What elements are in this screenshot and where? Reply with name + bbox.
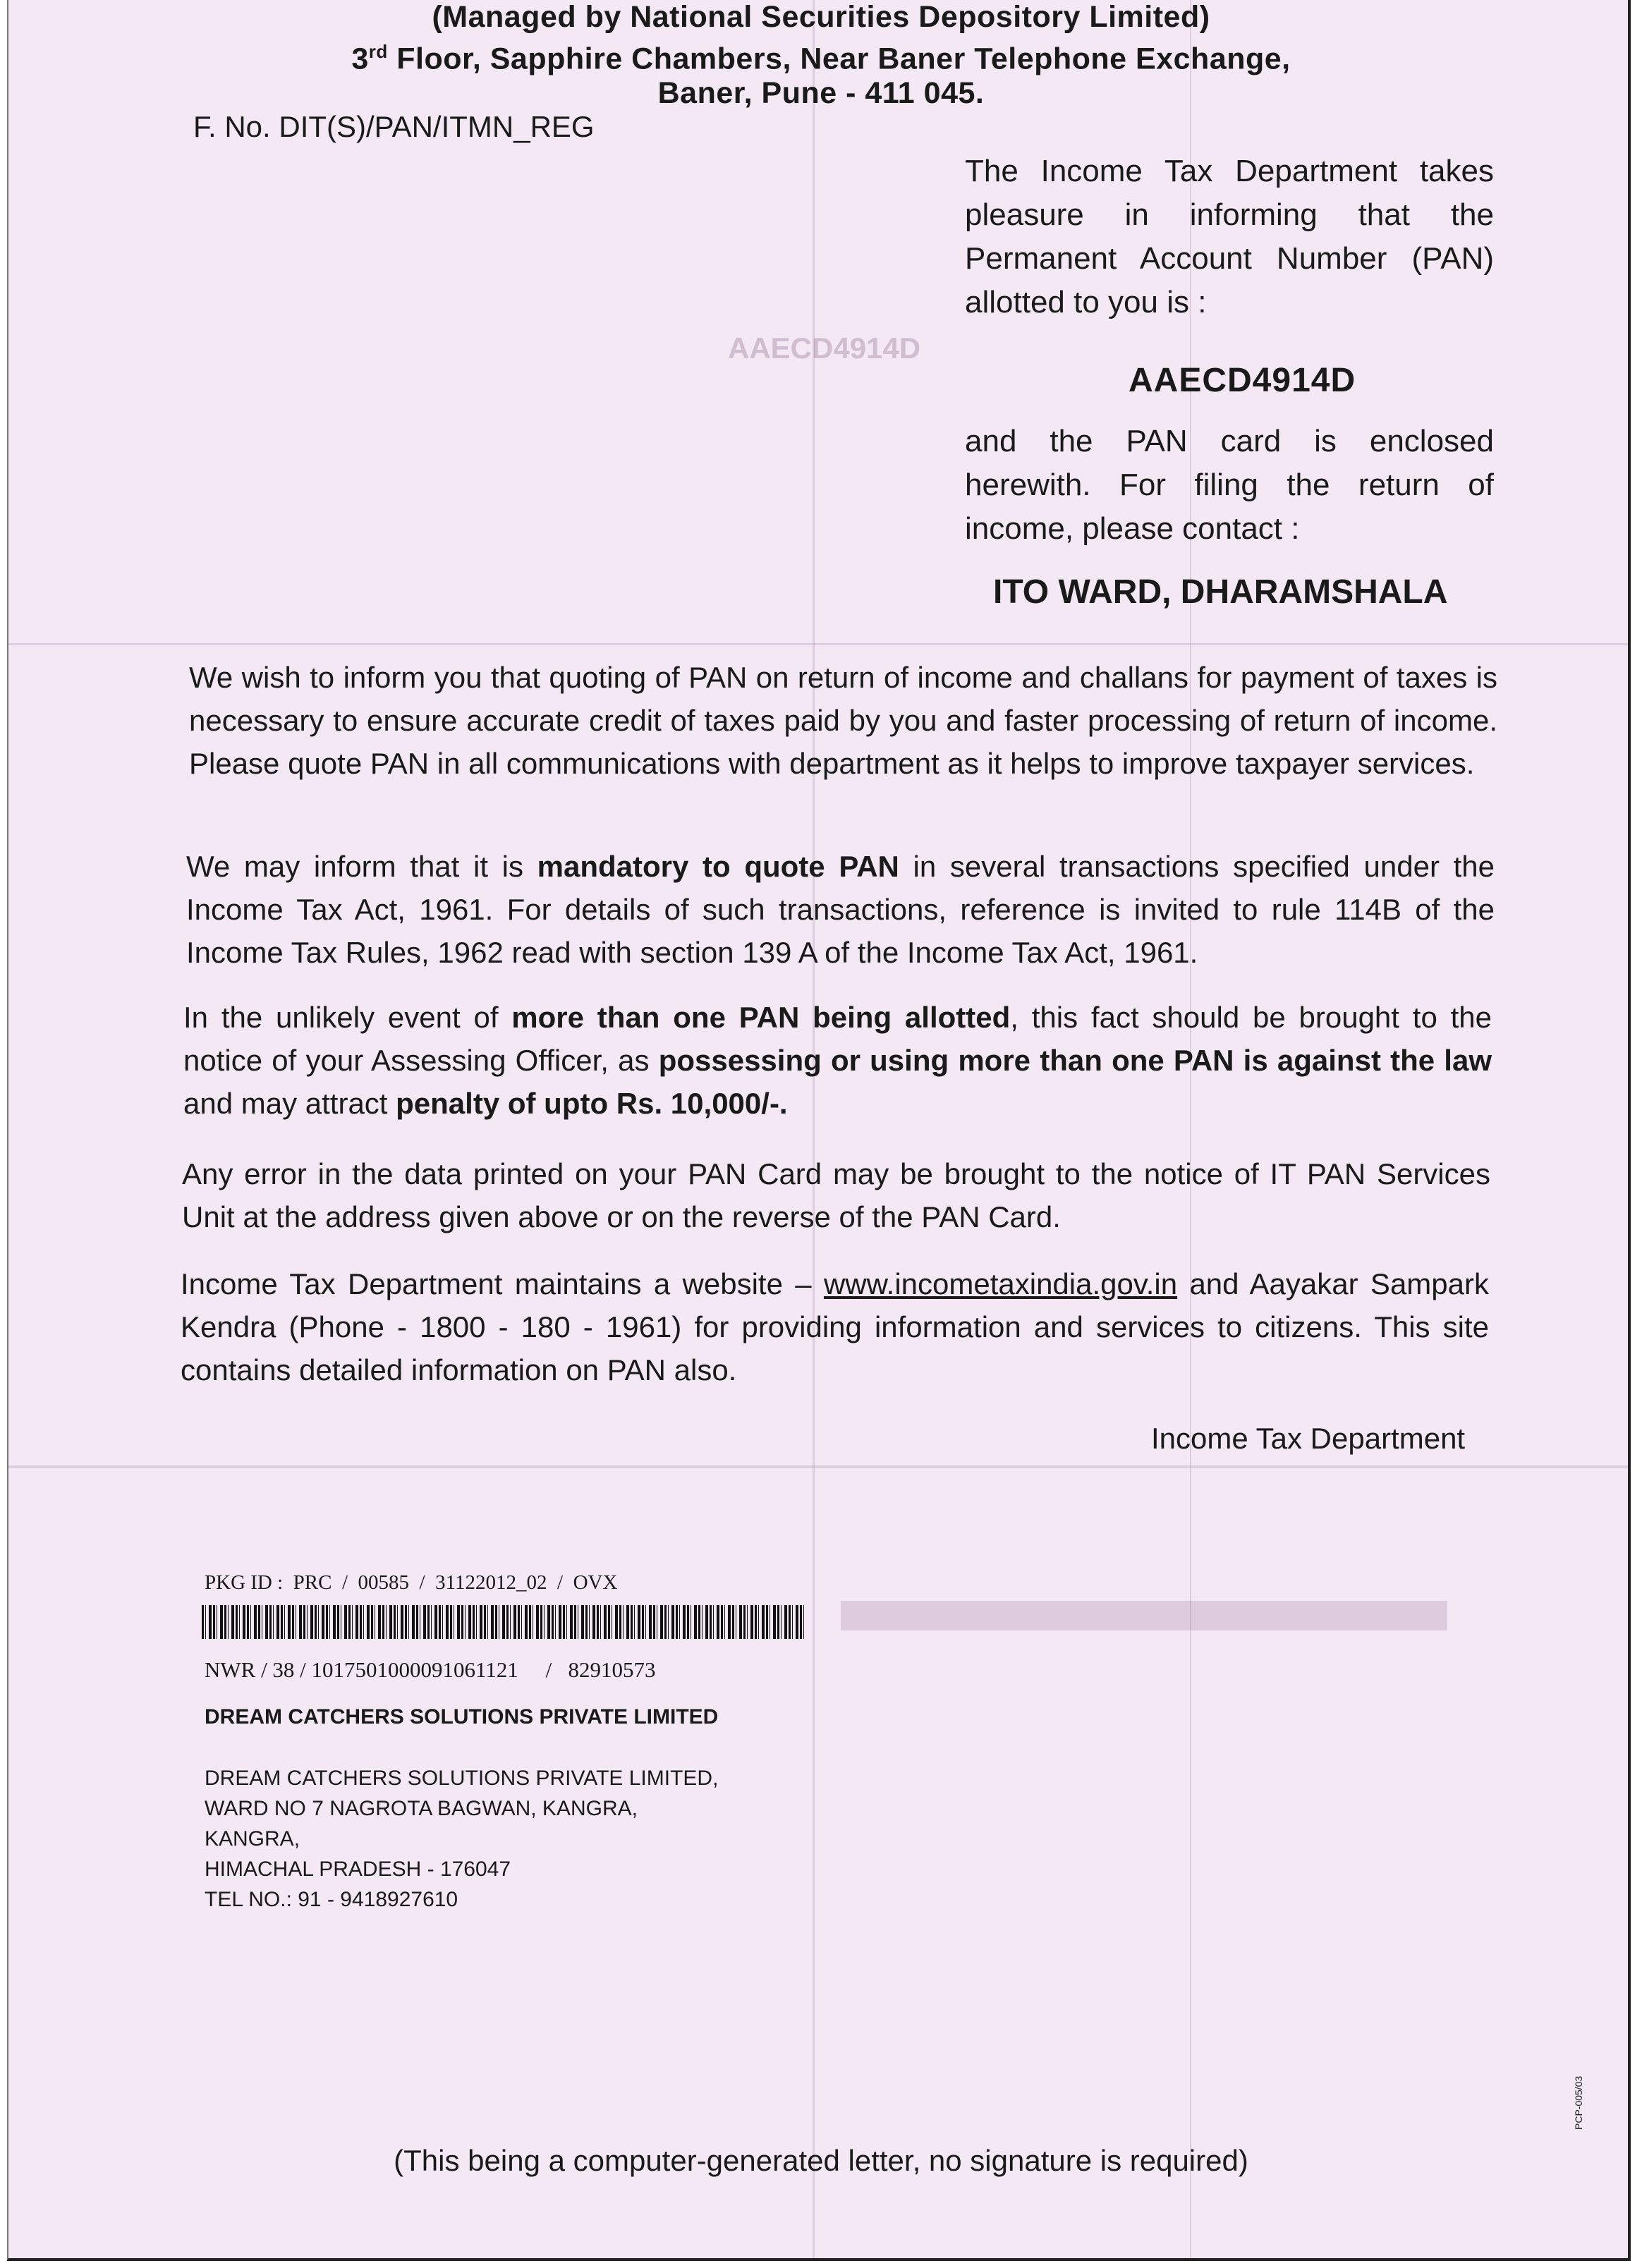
multiple-pan-text-c: , this fact should be brought to the notice of your Assessing Officer, as xyxy=(183,1001,1492,1077)
pan-enclosed-line: income, please contact : xyxy=(965,511,1300,546)
pan-enclosed-line: and the PAN card is enclosed xyxy=(965,424,1494,458)
mandatory-text-bold: mandatory to quote PAN xyxy=(537,850,899,883)
header-address-sup: rd xyxy=(368,41,388,62)
mandatory-text-a: We may inform that it is xyxy=(186,850,537,883)
paragraph-quoting-pan: We wish to inform you that quoting of PAN on return of income and challans for payment of taxes is necessary to ensure accurate credit of taxes paid by you and faster processing of return of income. Please quote PAN in all communications with department as it helps to improve taxpayer services. xyxy=(189,661,1497,780)
multiple-pan-text-a: In the unlikely event of xyxy=(183,1001,512,1034)
reverse-show-through-pan: AAECD4914D xyxy=(728,331,921,365)
pan-enclosed-text xyxy=(965,420,1494,551)
pan-number: AAECD4914D xyxy=(1129,362,1356,399)
website-text-b: and Aayakar Sampark Kendra (Phone - 1800 - 180 - 1961) for providing information and services to citizens. This site contains detailed information on PAN also. xyxy=(181,1267,1489,1386)
address-line: DREAM CATCHERS SOLUTIONS PRIVATE LIMITED, xyxy=(205,1767,719,1790)
tracking-number: NWR / 38 / 1017501000091061121 / 82910573 xyxy=(205,1657,656,1682)
letter-sheet xyxy=(7,0,1631,2261)
barcode xyxy=(202,1605,805,1639)
fold-line-horizontal-2 xyxy=(8,1465,1631,1468)
paragraph-website xyxy=(181,1262,1489,1391)
file-number: F. No. DIT(S)/PAN/ITMN_REG xyxy=(193,110,595,143)
header-address-floor: 3 xyxy=(351,42,369,76)
address-line: KANGRA, xyxy=(205,1827,300,1851)
pan-intro-line: allotted to you is : xyxy=(965,285,1207,319)
multiple-pan-text-e: and may attract xyxy=(183,1087,396,1120)
address-line: HIMACHAL PRADESH - 176047 xyxy=(205,1858,511,1881)
recipient-address xyxy=(205,1763,718,1915)
form-code: PCP-005/03 xyxy=(1573,2075,1584,2130)
pan-intro-line: pleasure in informing that the xyxy=(965,197,1494,232)
website-text-a: Income Tax Department maintains a website – xyxy=(181,1267,824,1300)
paragraph-mandatory-pan xyxy=(186,845,1495,974)
header-address-rest: Floor, Sapphire Chambers, Near Baner Telephone Exchange, xyxy=(387,42,1291,76)
pan-enclosed-line: herewith. For filing the return of xyxy=(965,468,1494,502)
header-managed-by: (Managed by National Securities Depository Limited) xyxy=(432,0,1210,34)
paragraph-data-error: Any error in the data printed on your PAN Card may be brought to the notice of IT PAN Services Unit at the address given above or on the reverse of the PAN Card. xyxy=(182,1157,1490,1233)
website-link[interactable]: www.incometaxindia.gov.in xyxy=(823,1267,1178,1300)
recipient-company-title: DREAM CATCHERS SOLUTIONS PRIVATE LIMITED xyxy=(205,1705,719,1729)
package-id: PKG ID : PRC / 00585 / 31122012_02 / OVX xyxy=(205,1571,618,1594)
paragraph-multiple-pan xyxy=(183,996,1492,1125)
mandatory-text-c: in several transactions specified under the Income Tax Act, 1961. For details of such transactions, reference is invited to rule 114B of the Income Tax Rules, 1962 read with section 139 A of the Income Tax Act, 1961. xyxy=(186,850,1495,969)
address-line: TEL NO.: 91 - 9418927610 xyxy=(205,1888,458,1911)
address-line: WARD NO 7 NAGROTA BAGWAN, KANGRA, xyxy=(205,1797,638,1820)
assessing-office: ITO WARD, DHARAMSHALA xyxy=(993,573,1448,611)
pan-intro-line: Permanent Account Number (PAN) xyxy=(965,241,1494,276)
header-address-line xyxy=(0,41,1642,76)
multiple-pan-text-bold-3: penalty of upto Rs. 10,000/-. xyxy=(396,1087,788,1120)
reverse-show-through-barcode xyxy=(841,1601,1447,1630)
multiple-pan-text-bold-1: more than one PAN being allotted xyxy=(511,1001,1011,1034)
signoff: Income Tax Department xyxy=(1151,1422,1466,1455)
header-city-line: Baner, Pune - 411 045. xyxy=(657,76,985,110)
fold-line-horizontal-1 xyxy=(8,643,1631,645)
multiple-pan-text-bold-2: possessing or using more than one PAN is against the law xyxy=(658,1044,1492,1077)
pan-intro-text xyxy=(965,150,1494,324)
pan-intro-line: The Income Tax Department takes xyxy=(965,154,1494,188)
computer-generated-note: (This being a computer-generated letter, no signature is required) xyxy=(394,2144,1248,2177)
fold-line-vertical-2 xyxy=(1190,0,1191,2261)
